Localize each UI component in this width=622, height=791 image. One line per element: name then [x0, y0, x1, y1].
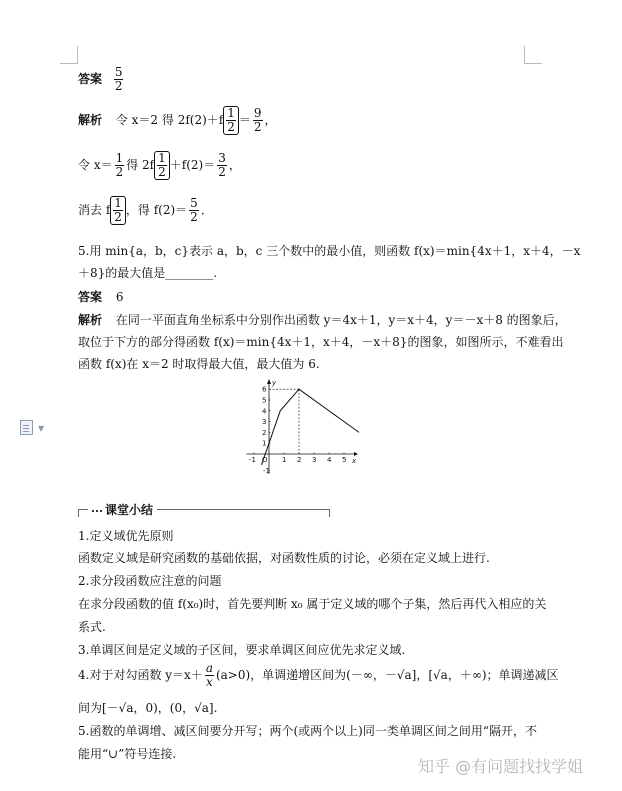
answer-fraction: $\frac{5}{2}$ [114, 65, 123, 93]
solution-label: 解析 [78, 113, 103, 127]
graph-series [262, 389, 360, 465]
series-line [262, 389, 360, 465]
dots-icon [92, 510, 102, 512]
y-tick-label: 6 [262, 385, 267, 394]
x-tick-label: 2 [297, 456, 302, 464]
x-axis-label: x [352, 457, 357, 465]
answer-1-line [78, 66, 125, 93]
graph-guides [269, 389, 299, 454]
paren-fraction: $\frac{1}{2}$ [223, 106, 239, 135]
chevron-down-icon[interactable]: ▼ [38, 424, 45, 433]
watermark: 知乎 @有问题找找学姐 [418, 757, 584, 776]
summary-header [78, 500, 330, 520]
origin-label: O [262, 456, 268, 464]
solution-3-line: 消去 f $\frac{1}{2}$ ，得 f(2)＝ $\frac{5}{2}$ ． [78, 196, 213, 224]
y-axis-label: y [272, 379, 277, 387]
solution-5-line-1: 解析 在同一平面直角坐标系中分别作出函数 y＝4x＋1，y＝x＋4，y＝－x＋8 的图象后， [78, 313, 567, 327]
crop-mark-tl-v [77, 46, 78, 64]
y-tick-label: 2 [262, 428, 267, 437]
summary-2-head: 2.求分段函数应注意的问题 [78, 574, 222, 588]
solution-5-line-3: 函数 f(x)在 x＝2 时取得最大值，最大值为 6. [78, 357, 320, 371]
solution-2-line: 令 x＝ $\frac{1}{2}$ 得 2f $\frac{1}{2}$ ＋f(2)＝ $\frac{3}{2}$ ， [78, 151, 241, 179]
function-graph [245, 378, 360, 474]
x-axis-arrow [354, 452, 358, 456]
y-tick-label-negative: -1 [263, 467, 270, 474]
solution-5-line-2: 取位于下方的部分得函数 f(x)＝min{4x＋1，x＋4，－x＋8}的图象，如图所示，不难看出 [78, 335, 564, 349]
answer-value: 6 [115, 290, 124, 304]
x-tick-label: 5 [342, 456, 347, 464]
summary-1-body: 函数定义域是研究函数的基础依据，对函数性质的讨论，必须在定义域上进行. [78, 551, 490, 565]
summary-1-head: 1.定义域优先原则 [78, 529, 174, 543]
question-5-line-2: ＋8}的最大值是________. [78, 266, 218, 280]
crop-mark-tl-h [60, 63, 78, 64]
answer-label: 答案 [78, 290, 103, 304]
y-axis-arrow [267, 379, 271, 384]
summary-2-body-1: 在求分段函数的值 f(x₀)时，首先要判断 x₀ 属于定义域的哪个子集，然后再代入相应的关 [78, 597, 547, 611]
y-tick-label: 5 [262, 396, 267, 405]
summary-5-line-2: 能用“∪”符号连接. [78, 747, 177, 761]
x-tick-label: 3 [312, 456, 317, 464]
question-5-line-1: 5.用 min{a，b，c}表示 a，b，c 三个数中的最小值，则函数 f(x)＝min{4x＋1，x＋4，－x [78, 244, 581, 258]
summary-title: 课堂小结 [105, 503, 154, 517]
crop-mark-tr-v [524, 46, 525, 64]
x-tick-label: -1 [249, 456, 256, 464]
answer-label: 答案 [78, 72, 103, 86]
crop-mark-tr-h [524, 63, 542, 64]
answer-2-line [78, 288, 123, 305]
summary-2-body-2: 系式. [78, 620, 106, 634]
summary-5-line-1: 5.函数的单调增、减区间要分开写；两个(或两个以上)同一类单调区间之间用“隔开，不 [78, 724, 537, 738]
document-icon[interactable] [20, 420, 33, 435]
summary-4-line-2: 间为[－√a，0)，(0，√a]. [78, 701, 218, 715]
solution-1-line: 解析 令 x＝2 得 2f(2)＋f $\frac{1}{2}$ ＝ $\frac{9}{2}$ ， [78, 106, 277, 134]
x-tick-label: 1 [282, 456, 287, 464]
y-tick-label: 3 [262, 418, 267, 427]
summary-3: 3.单调区间是定义域的子区间，要求单调区间应优先求定义域. [78, 643, 406, 657]
summary-4-line-1: 4.对于对勾函数 y＝x＋ $\frac{a}{x}$ (a>0)，单调递增区间为(－∞，－√a]，[√a，＋∞)；单调递减区 [78, 661, 559, 689]
solution-label: 解析 [78, 313, 103, 327]
y-tick-label: 1 [262, 439, 267, 448]
x-tick-label: 4 [327, 456, 332, 464]
y-tick-label: 4 [262, 407, 267, 416]
